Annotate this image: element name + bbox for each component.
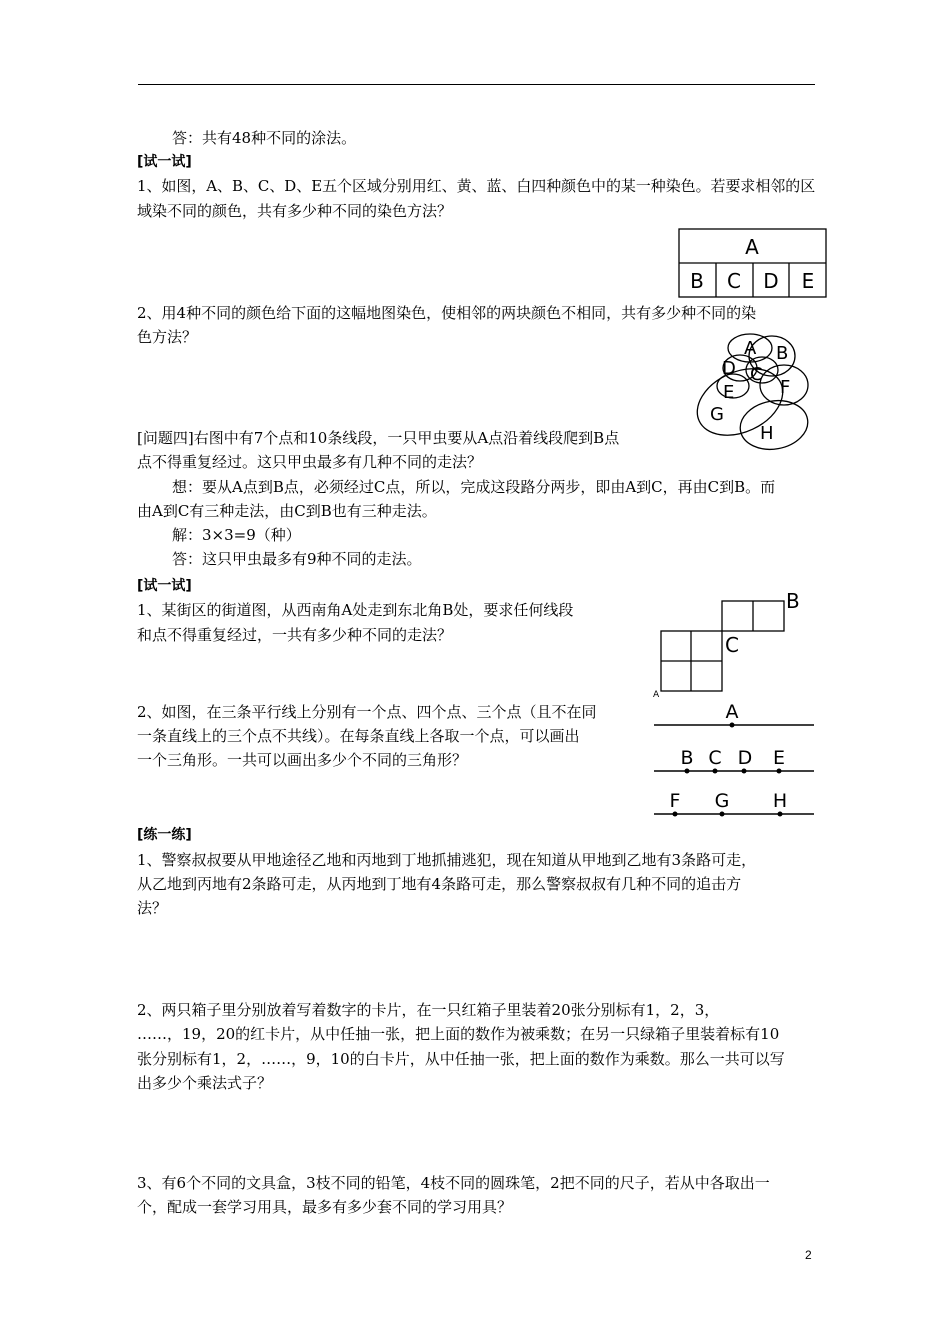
try1-q2-line2: 色方法？ bbox=[137, 328, 198, 346]
line-label-h: H bbox=[772, 790, 788, 812]
try1-q2-line1: 2、用4种不同的颜色给下面的这幅地图染色，使相邻的两块颜色不相同，共有多少种不同的染 bbox=[137, 304, 757, 322]
point-e bbox=[777, 769, 782, 774]
header-rule bbox=[138, 84, 815, 85]
region-label-e: E bbox=[801, 269, 815, 293]
try1-q1-line2: 域染不同的颜色，共有多少种不同的染色方法？ bbox=[137, 202, 453, 220]
parallel-lines-figure bbox=[652, 696, 815, 820]
practice-q3-line1: 3、有6个不同的文具盒，3枝不同的铅笔，4枝不同的圆珠笔，2把不同的尺子，若从中各取出一 bbox=[137, 1174, 770, 1192]
point-h bbox=[778, 812, 783, 817]
practice-q1-line1: 1、警察叔叔要从甲地途径乙地和丙地到丁地抓捕逃犯，现在知道从甲地到乙地有3条路可走， bbox=[137, 851, 757, 869]
problem4-think-line1: 想：要从A点到B点，必须经过C点，所以，完成这段路分两步，即由A到C，再由C到B。而 bbox=[172, 478, 776, 496]
practice-q2-line2: ……，19，20的红卡片，从中任抽一张，把上面的数作为被乘数；在另一只绿箱子里装着标有10 bbox=[137, 1025, 780, 1043]
point-g bbox=[720, 812, 725, 817]
map-label-h: H bbox=[760, 423, 774, 444]
street-label-a: A bbox=[653, 690, 660, 698]
map-regions-figure bbox=[690, 330, 815, 452]
region-label-d: D bbox=[763, 269, 779, 293]
street-grid-figure bbox=[652, 588, 815, 698]
try2-q2-line3: 一个三角形。一共可以画出多少个不同的三角形？ bbox=[137, 751, 468, 769]
point-c bbox=[713, 769, 718, 774]
line-label-d: D bbox=[737, 747, 753, 769]
map-label-f: F bbox=[780, 377, 791, 398]
try2-q1-line2: 和点不得重复经过，一共有多少种不同的走法？ bbox=[137, 626, 453, 644]
practice-q2-line1: 2、两只箱子里分别放着写着数字的卡片，在一只红箱子里装着20张分别标有1，2，3， bbox=[137, 1001, 720, 1019]
line-label-a: A bbox=[725, 701, 739, 723]
page-number: 2 bbox=[805, 1248, 812, 1262]
street-label-c: C bbox=[725, 633, 739, 657]
line-label-f: F bbox=[669, 790, 681, 812]
practice-q3-line2: 个，配成一套学习用具，最多有多少套不同的学习用具？ bbox=[137, 1198, 513, 1216]
line-label-g: G bbox=[714, 790, 730, 812]
problem4-think-line2: 由A到C有三种走法，由C到B也有三种走法。 bbox=[137, 502, 437, 520]
previous-answer: 答：共有48种不同的涂法。 bbox=[172, 129, 357, 147]
region-label-a: A bbox=[745, 235, 759, 259]
problem4-heading: [问题四]右图中有7个点和10条线段，一只甲虫要从A点沿着线段爬到B点 bbox=[137, 429, 620, 447]
problem4-line1 bbox=[137, 428, 619, 448]
problem4-line2: 点不得重复经过。这只甲虫最多有几种不同的走法？ bbox=[137, 453, 483, 471]
problem4-answer: 答：这只甲虫最多有9种不同的走法。 bbox=[172, 550, 422, 568]
point-d bbox=[742, 769, 747, 774]
point-a bbox=[730, 723, 735, 728]
street-label-b: B bbox=[786, 589, 800, 613]
region-grid-figure bbox=[678, 228, 828, 300]
map-label-e: E bbox=[723, 382, 735, 403]
map-label-g: G bbox=[710, 404, 724, 425]
line-label-e: E bbox=[772, 747, 786, 769]
point-b bbox=[685, 769, 690, 774]
try1-q1-line1: 1、如图，A、B、C、D、E五个区域分别用红、黄、蓝、白四种颜色中的某一种染色。若要求相邻的区 bbox=[137, 177, 816, 195]
practice-q2-line4: 出多少个乘法式子？ bbox=[137, 1074, 273, 1092]
map-label-a: A bbox=[744, 338, 757, 359]
practice-q1-line3: 法？ bbox=[137, 899, 168, 917]
practice-q2-line3: 张分别标有1，2，……，9，10的白卡片，从中任抽一张，把上面的数作为乘数。那么一共可以写 bbox=[137, 1050, 785, 1068]
practice-q1-line2: 从乙地到丙地有2条路可走，从丙地到丁地有4条路可走，那么警察叔叔有几种不同的追击方 bbox=[137, 875, 742, 893]
try-heading-2: [试一试] bbox=[137, 578, 192, 594]
region-label-b: B bbox=[690, 269, 704, 293]
practice-heading: [练一练] bbox=[137, 827, 192, 843]
map-label-b: B bbox=[776, 343, 789, 364]
try2-q2-line2: 一条直线上的三个点不共线）。在每条直线上各取一个点，可以画出 bbox=[137, 727, 580, 745]
point-f bbox=[673, 812, 678, 817]
map-label-c: C bbox=[750, 364, 763, 385]
try2-q2-line1: 2、如图，在三条平行线上分别有一个点、四个点、三个点（且不在同 bbox=[137, 703, 597, 721]
map-label-d: D bbox=[722, 358, 736, 379]
line-label-b: B bbox=[680, 747, 694, 769]
try-heading-1: [试一试] bbox=[137, 154, 192, 170]
region-label-c: C bbox=[727, 269, 741, 293]
problem4-solution: 解：3×3=9（种） bbox=[172, 526, 301, 544]
try2-q1-line1: 1、某街区的街道图，从西南角A处走到东北角B处，要求任何线段 bbox=[137, 601, 574, 619]
line-label-c: C bbox=[708, 747, 722, 769]
